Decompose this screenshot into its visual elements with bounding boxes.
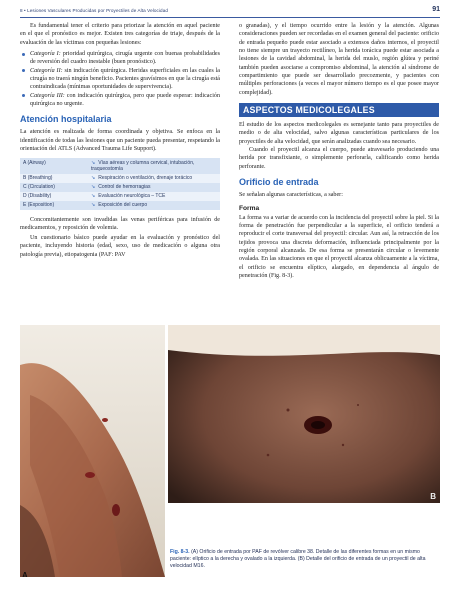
bullet-icon: [22, 94, 25, 97]
bullet-icon: [22, 69, 25, 72]
table-row: [20, 192, 220, 201]
paragraph: La atención es realizada de forma coordinada y objetiva. Se enfoca en la identificación de todas las lesiones que un paciente pueda presentar, respetando la orientación del ATLS (Advanced Trauma Life Support).: [20, 129, 220, 153]
section-heading: Atención hospitalaria: [20, 114, 112, 125]
left-column: [20, 22, 220, 259]
list-item: [20, 50, 220, 67]
category-name: Categoría II:: [30, 67, 63, 74]
arrow-icon: ↘: [91, 184, 96, 191]
figure-caption: [170, 549, 438, 570]
table-cell: [88, 174, 220, 183]
table-cell: [88, 183, 220, 192]
table-value: Vías aéreas y columna cervical, intubación, traqueostomía: [91, 159, 195, 173]
table-value: Control de hemorragias: [98, 184, 151, 191]
list-item: [20, 67, 220, 92]
table-cell: [88, 158, 220, 174]
caption-text: (A) Orificio de entrada por PAF de revólver calibre 38. Detalle de las diferentes formas en un mismo paciente: elíptico a la derecha y ovalado a la izquierda. (B) Detalle del orificio de entrada de un proyectil de alta velocidad M16.: [170, 549, 426, 569]
running-header: [20, 6, 440, 16]
category-text: prioridad quirúrgica, cirugía urgente con buenas probabilidades de reversión del cuadro inestable (buen pronóstico).: [30, 51, 220, 66]
photo-b: [168, 325, 440, 503]
category-name: Categoría I:: [30, 51, 61, 58]
triage-list: [20, 50, 220, 108]
section-heading-bar: ASPECTOS MEDICOLEGALES: [239, 103, 439, 117]
abc-table: [20, 158, 220, 209]
photo-a: [20, 325, 165, 577]
caption-label: Fig. 8-3.: [170, 549, 190, 555]
photo-b-image: [168, 325, 440, 503]
table-value: Exposición del cuerpo: [98, 202, 148, 209]
table-key: E (Exposition): [20, 201, 88, 210]
paragraph: Concomitantemente son invadidas las venas periféricas para infusión de medicamentos, y reposición de volemia.: [20, 216, 220, 232]
paragraph: o granadas), y el tiempo ocurrido entre la lesión y la atención. Algunas consideraciones pueden ser recordadas en el examen general del paciente: orificio de entrada pequeño puede estar asociado a extensos daños internos, el proyectil no tiene siempre un trayecto rectilíneo, la herida torácica puede estar asociada a lesiones de la cavidad abdominal, la herida del muslo, región glútea y periné también pueden asociarse a compromiso abdominal, la atención al síndrome de compartimiento que puede ser desarrollado precozmente, y pacientes con múltiples perforaciones (a veces el mayor número tiempo es el que posee mayor complejidad).: [239, 23, 439, 96]
list-item: [20, 92, 220, 109]
arrow-icon: ↘: [91, 193, 96, 200]
paragraph: Es fundamental tener el criterio para priorizar la atención en aquel paciente en el que el pronóstico es mejor. Existen tres categorías de triaje, después de la evaluación de las víctimas con pequeñas lesiones:: [20, 23, 220, 46]
header-rule: [20, 17, 440, 18]
figure-label-a: A: [22, 571, 28, 577]
category-text: con indicación quirúrgica, pero que puede esperar: indicación quirúrgica no urgente.: [30, 92, 220, 108]
table-key: A (Airway): [20, 158, 88, 174]
page-number: 91: [432, 6, 440, 13]
table-value: Respiración o ventilación, drenaje torácico: [98, 175, 193, 182]
arrow-icon: ↘: [91, 175, 96, 182]
paragraph: Un cuestionario básico puede ayudar en la evaluación y pronóstico del paciente, incluyendo historia (edad, sexo, uso de medicación o alguna otra patología previa), etiopatogenia (PAF: PAV: [20, 235, 220, 258]
bullet-icon: [22, 53, 25, 56]
table-cell: [88, 201, 220, 210]
right-column: [239, 22, 439, 280]
arrow-icon: ↘: [91, 202, 96, 209]
table-key: B (Breathing): [20, 174, 88, 183]
photo-a-image: [20, 325, 165, 577]
figure-label-b: B: [430, 492, 436, 501]
table-row: [20, 158, 220, 174]
table-cell: [88, 192, 220, 201]
table-row: [20, 174, 220, 183]
chapter-title: 8 • Lesiones Vasculares Producidas por Proyectiles de Alta Velocidad: [20, 8, 169, 13]
figure-8-3: [20, 325, 440, 580]
table-row: [20, 201, 220, 210]
category-name: Categoría III:: [30, 92, 65, 99]
table-value: Evaluación neurológica – TCE: [98, 193, 166, 200]
minor-heading: Forma: [239, 204, 260, 212]
table-key: C (Circulation): [20, 183, 88, 192]
paragraph: Cuando el proyectil alcanza el cuerpo, puede atravesarlo produciendo una herida por transfixiante, o simplemente perforarla, calificando como herida perforante.: [239, 147, 439, 170]
paragraph: Se señalan algunas características, a saber:: [239, 192, 343, 199]
table-key: D (Disability): [20, 192, 88, 201]
paragraph: La forma va a variar de acuerdo con la incidencia del proyectil sobre la piel. Si la forma de penetración fue perpendicular a la superficie, el orificio tenderá a reproducir el corte transversal del proyectil: circular. Aun así, la retracción de los tejidos provoca una discreta deformación, influenciada principalmente por la región corporal alcanzada. De esa forma se presentarán circular o levemente ovalada. En las situaciones en que el proyectil alcanza oblicuamente a la víctima, el orificio se encuentra elíptico, alargado, en dependencia al ángulo de penetración (Fig. 8-3).: [239, 214, 439, 279]
subsection-heading: Orificio de entrada: [239, 177, 319, 188]
category-text: sin indicación quirúrgica. Heridas superficiales en las cuales la cirugía no traerá ningún beneficio. Pacientes gravísimos en que la cirugía está contraindicada (mínimas oportunidades de supervivencia).: [30, 67, 220, 91]
paragraph: El estudio de los aspectos medicolegales es semejante tanto para proyectiles de medio o de alta velocidad, salvo algunas características particulares de los proyectiles de alta velocidad, que serán analizadas cuando sea necesario.: [239, 122, 439, 145]
table-row: [20, 183, 220, 192]
arrow-icon: ↘: [91, 159, 96, 166]
